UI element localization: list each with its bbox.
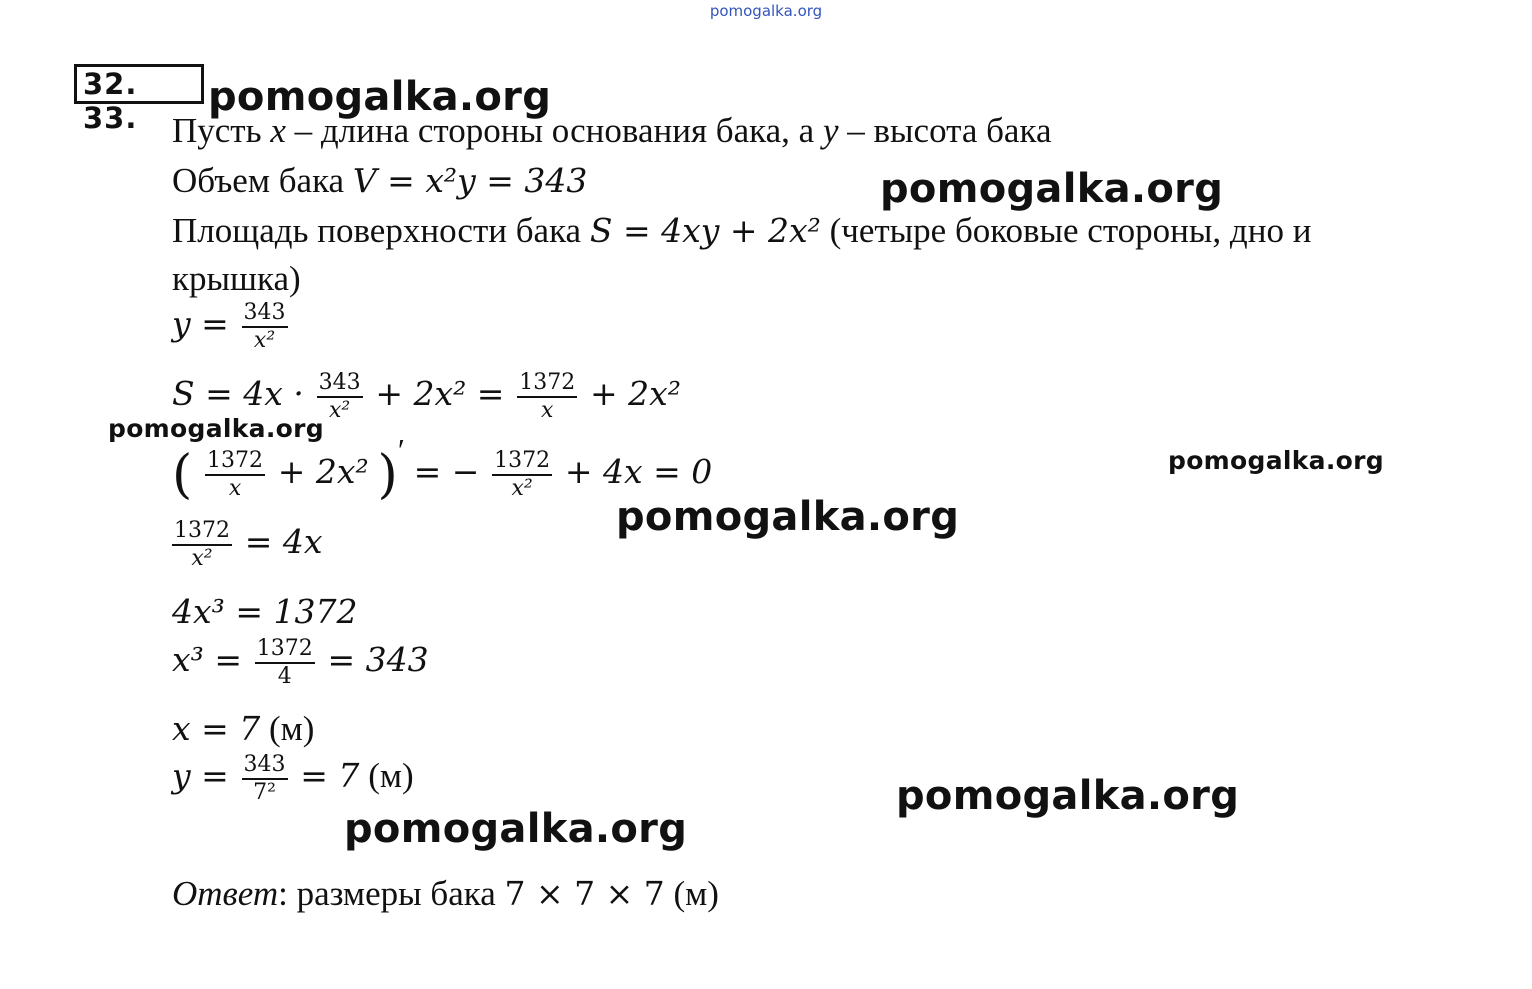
watermark-5: pomogalka.org: [616, 494, 960, 540]
line-volume: Объем бака V = x²y = 343: [172, 161, 588, 200]
fraction: $\frac{343}{\text{x²}}$: [243, 300, 286, 353]
fraction: $\frac{1372}{\text{x²}}$: [174, 518, 230, 571]
volume-equation: V = x²y = 343: [352, 161, 588, 200]
equation-y: y = $\frac{343}{\text{x²}}$: [172, 300, 286, 353]
watermark-4: pomogalka.org: [1168, 446, 1384, 475]
fraction: $\frac{1372}{\text{x²}}$: [494, 448, 551, 501]
equation-x-cubed: x³ = $\frac{1372}{4}$ = 343: [172, 636, 429, 689]
line-surface-cont: крышка): [172, 259, 301, 298]
watermark-2: pomogalka.org: [880, 166, 1224, 212]
surface-equation: S = 4xy + 2x²: [589, 211, 821, 250]
fraction: $\frac{343}{\text{x²}}$: [318, 370, 361, 423]
watermark-1: pomogalka.org: [208, 74, 552, 120]
watermark-3: pomogalka.org: [108, 414, 324, 443]
line-definitions: Пусть x – длина стороны основания бака, а y – высота бака: [172, 111, 1052, 150]
fraction: $\frac{343}{\text{7²}}$: [243, 752, 286, 805]
fraction: $\frac{1372}{4}$: [256, 636, 313, 689]
equation-cube: 4x³ = 1372: [172, 592, 358, 631]
answer-line: Ответ: размеры бака 7 × 7 × 7 (м): [172, 874, 719, 913]
equation-derivative: ( $\frac{1372}{x}$ + 2x² )′ = − $\frac{1372}{\text{x²}}$ + 4x = 0: [172, 432, 713, 505]
problem-number: 32. 33.: [74, 64, 204, 104]
answer-label: Ответ: [172, 874, 279, 913]
fraction: $\frac{1372}{x}$: [207, 448, 264, 501]
fraction: $\frac{1372}{x}$: [519, 370, 576, 423]
watermark-6: pomogalka.org: [896, 773, 1240, 819]
watermark-7: pomogalka.org: [344, 806, 688, 852]
equation-quotient: $\frac{1372}{\text{x²}}$ = 4x: [174, 518, 323, 571]
line-surface: Площадь поверхности бака S = 4xy + 2x² (четыре боковые стороны, дно и: [172, 211, 1312, 250]
equation-y-value: y = $\frac{343}{\text{7²}}$ = 7 (м): [172, 752, 414, 805]
watermark-top: pomogalka.org: [709, 2, 823, 20]
equation-x-value: x = 7 (м): [172, 709, 315, 748]
equation-s: S = 4x · $\frac{343}{\text{x²}}$ + 2x² = $\frac{1372}{x}$ + 2x²: [172, 370, 681, 423]
